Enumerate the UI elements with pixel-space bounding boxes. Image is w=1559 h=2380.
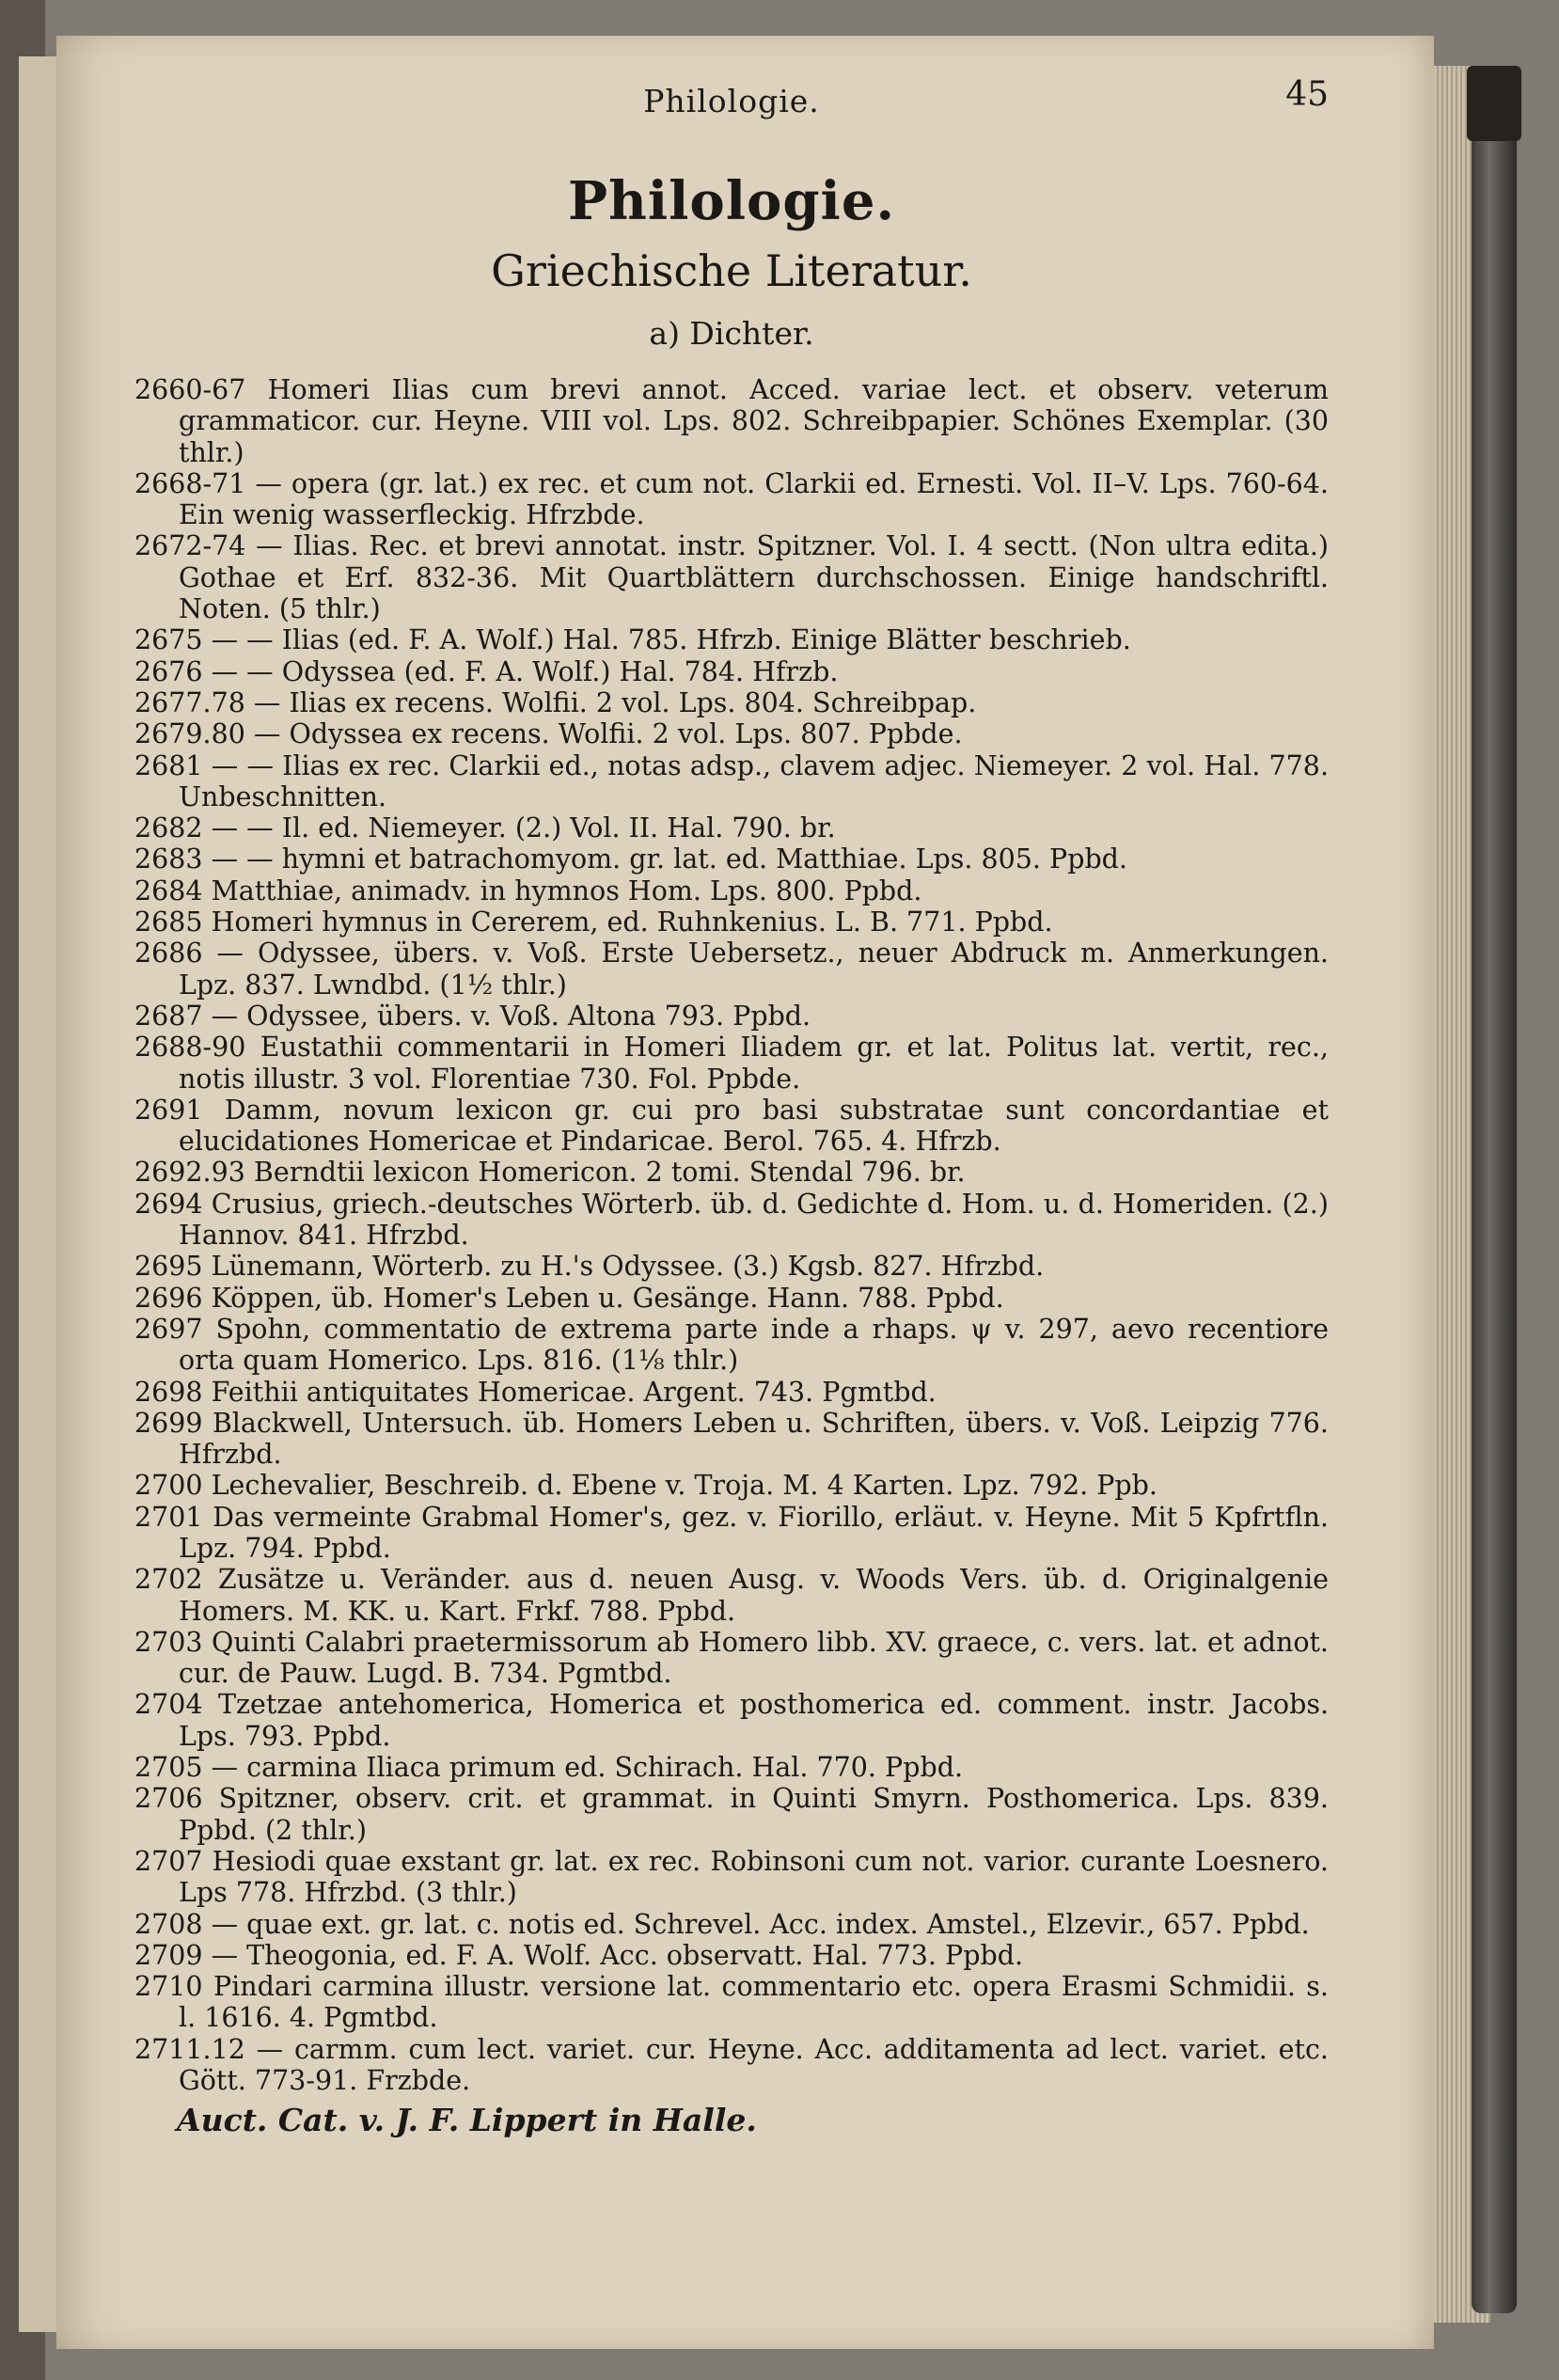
catalog-entry: 2660-67 Homeri Ilias cum brevi annot. Acced. variae lect. et observ. veterum grammaticor. cur. Heyne. VIII vol. Lps. 802. Schreibpapier. Schönes Exemplar. (30 thlr.) [134,374,1329,468]
catalog-entry: 2698 Feithii antiquitates Homericae. Argent. 743. Pgmtbd. [134,1376,937,1408]
catalog-entry: 2668-71 — opera (gr. lat.) ex rec. et cum not. Clarkii ed. Ernesti. Vol. II–V. Lps. 760-64. Ein wenig wasserfleckig. Hfrzbde. [134,467,1329,531]
catalog-entry: 2676 — — Odyssea (ed. F. A. Wolf.) Hal. 784. Hfrzb. [134,655,839,687]
catalog-entry: 2692.93 Berndtii lexicon Homericon. 2 tomi. Stendal 796. br. [134,1157,966,1189]
catalog-entry: 2695 Lünemann, Wörterb. zu H.'s Odyssee. (3.) Kgsb. 827. Hfrzbd. [134,1251,1045,1283]
catalog-entry: 2679.80 — Odyssea ex recens. Wolfii. 2 vol. Lps. 807. Ppbde. [134,718,963,750]
catalog-entry: 2683 — — hymni et batrachomyom. gr. lat. ed. Matthiae. Lps. 805. Ppbd. [134,843,1127,875]
catalog-entry: 2708 — quae ext. gr. lat. c. notis ed. Schrevel. Acc. index. Amstel., Elzevir., 657. Ppbd. [134,1908,1310,1940]
catalog-entry: 2685 Homeri hymnus in Cererem, ed. Ruhnkenius. L. B. 771. Ppbd. [134,906,1053,938]
catalog-entries [134,374,1329,2096]
catalog-entry: 2702 Zusätze u. Veränder. aus d. neuen Ausg. v. Woods Vers. üb. d. Originalgenie Homers. M. KK. u. Kart. Frkf. 788. Ppbd. [134,1564,1329,1627]
catalog-entry: 2696 Köppen, üb. Homer's Leben u. Gesänge. Hann. 788. Ppbd. [134,1282,1004,1314]
catalog-entry: 2677.78 — Ilias ex recens. Wolfii. 2 vol. Lps. 804. Schreibpap. [134,686,977,718]
catalog-entry: 2691 Damm, novum lexicon gr. cui pro basi substratae sunt concordantiae et elucidationes Homericae et Pindaricae. Berol. 765. 4. Hfrzb. [134,1094,1329,1158]
running-head [134,66,1329,118]
catalog-entry: 2672-74 — Ilias. Rec. et brevi annotat. instr. Spitzner. Vol. I. 4 sectt. (Non ultra edita.) Gothae et Erf. 832-36. Mit Quartblättern durchschossen. Einige handschriftl. Noten. (5 thlr.) [134,530,1329,625]
catalog-entry: 2681 — — Ilias ex rec. Clarkii ed., notas adsp., clavem adjec. Niemeyer. 2 vol. Hal. 778. Unbeschnitten. [134,749,1329,812]
catalog-entry: 2686 — Odyssee, übers. v. Voß. Erste Uebersetz., neuer Abdruck m. Anmerkungen. Lpz. 837. Lwndbd. (1½ thlr.) [134,938,1329,1001]
catalog-entry: 2688-90 Eustathii commentarii in Homeri Iliadem gr. et lat. Politus lat. vertit, rec., notis illustr. 3 vol. Florentiae 730. Fol. Ppbde. [134,1032,1329,1095]
catalog-entry: 2701 Das vermeinte Grabmal Homer's, gez. v. Fiorillo, erläut. v. Heyne. Mit 5 Kpfrtfln. Lpz. 794. Ppbd. [134,1501,1329,1564]
catalog-entry: 2706 Spitzner, observ. crit. et grammat. in Quinti Smyrn. Posthomerica. Lps. 839. Ppbd. (2 thlr.) [134,1783,1329,1846]
page-number: 45 [1285,75,1329,114]
sub-heading: Griechische Literatur. [491,245,972,296]
catalog-entry: 2699 Blackwell, Untersuch. üb. Homers Leben u. Schriften, übers. v. Voß. Leipzig 776. Hfrzbd. [134,1407,1329,1471]
catalog-entry: 2684 Matthiae, animadv. in hymnos Hom. Lps. 800. Ppbd. [134,875,922,906]
book-spine [1472,75,1517,2313]
section-heading: a) Dichter. [649,315,814,352]
catalog-entry: 2682 — — Il. ed. Niemeyer. (2.) Vol. II. Hal. 790. br. [134,812,836,844]
catalog-entry: 2709 — Theogonia, ed. F. A. Wolf. Acc. observatt. Hal. 773. Ppbd. [134,1939,1024,1971]
catalog-entry: 2705 — carmina Iliaca primum ed. Schirach. Hal. 770. Ppbd. [134,1752,964,1784]
catalog-entry: 2675 — — Ilias (ed. F. A. Wolf.) Hal. 785. Hfrzb. Einige Blätter beschrieb. [134,624,1131,656]
catalog-entry: 2711.12 — carmm. cum lect. variet. cur. Heyne. Acc. additamenta ad lect. variet. etc. Gött. 773-91. Frzbde. [134,2033,1329,2097]
running-title: Philologie. [643,83,820,119]
catalog-entry: 2697 Spohn, commentatio de extrema parte inde a rhaps. ψ v. 297, aevo recentiore orta quam Homerico. Lps. 816. (1⅛ thlr.) [134,1313,1329,1377]
catalog-entry: 2710 Pindari carmina illustr. versione lat. commentario etc. opera Erasmi Schmidii. s. l. 1616. 4. Pgmtbd. [134,1971,1329,2034]
auction-catalog-note: Auct. Cat. v. J. F. Lippert in Halle. [177,2102,757,2139]
catalog-entry: 2694 Crusius, griech.-deutsches Wörterb. üb. d. Gedichte d. Hom. u. d. Homeriden. (2.) Hannov. 841. Hfrzbd. [134,1188,1329,1252]
spine-strap [1467,66,1521,141]
catalog-entry: 2704 Tzetzae antehomerica, Homerica et posthomerica ed. comment. instr. Jacobs. Lps. 793. Ppbd. [134,1689,1329,1752]
page-content [134,66,1329,2138]
catalog-entry: 2687 — Odyssee, übers. v. Voß. Altona 793. Ppbd. [134,1000,811,1032]
catalog-entry: 2707 Hesiodi quae exstant gr. lat. ex rec. Robinsoni cum not. varior. curante Loesnero. Lps 778. Hfrzbd. (3 thlr.) [134,1845,1329,1909]
catalog-entry: 2700 Lechevalier, Beschreib. d. Ebene v. Troja. M. 4 Karten. Lpz. 792. Ppb. [134,1470,1157,1502]
main-heading: Philologie. [568,170,895,232]
catalog-entry: 2703 Quinti Calabri praetermissorum ab Homero libb. XV. graece, c. vers. lat. et adnot. cur. de Pauw. Lugd. B. 734. Pgmtbd. [134,1626,1329,1690]
